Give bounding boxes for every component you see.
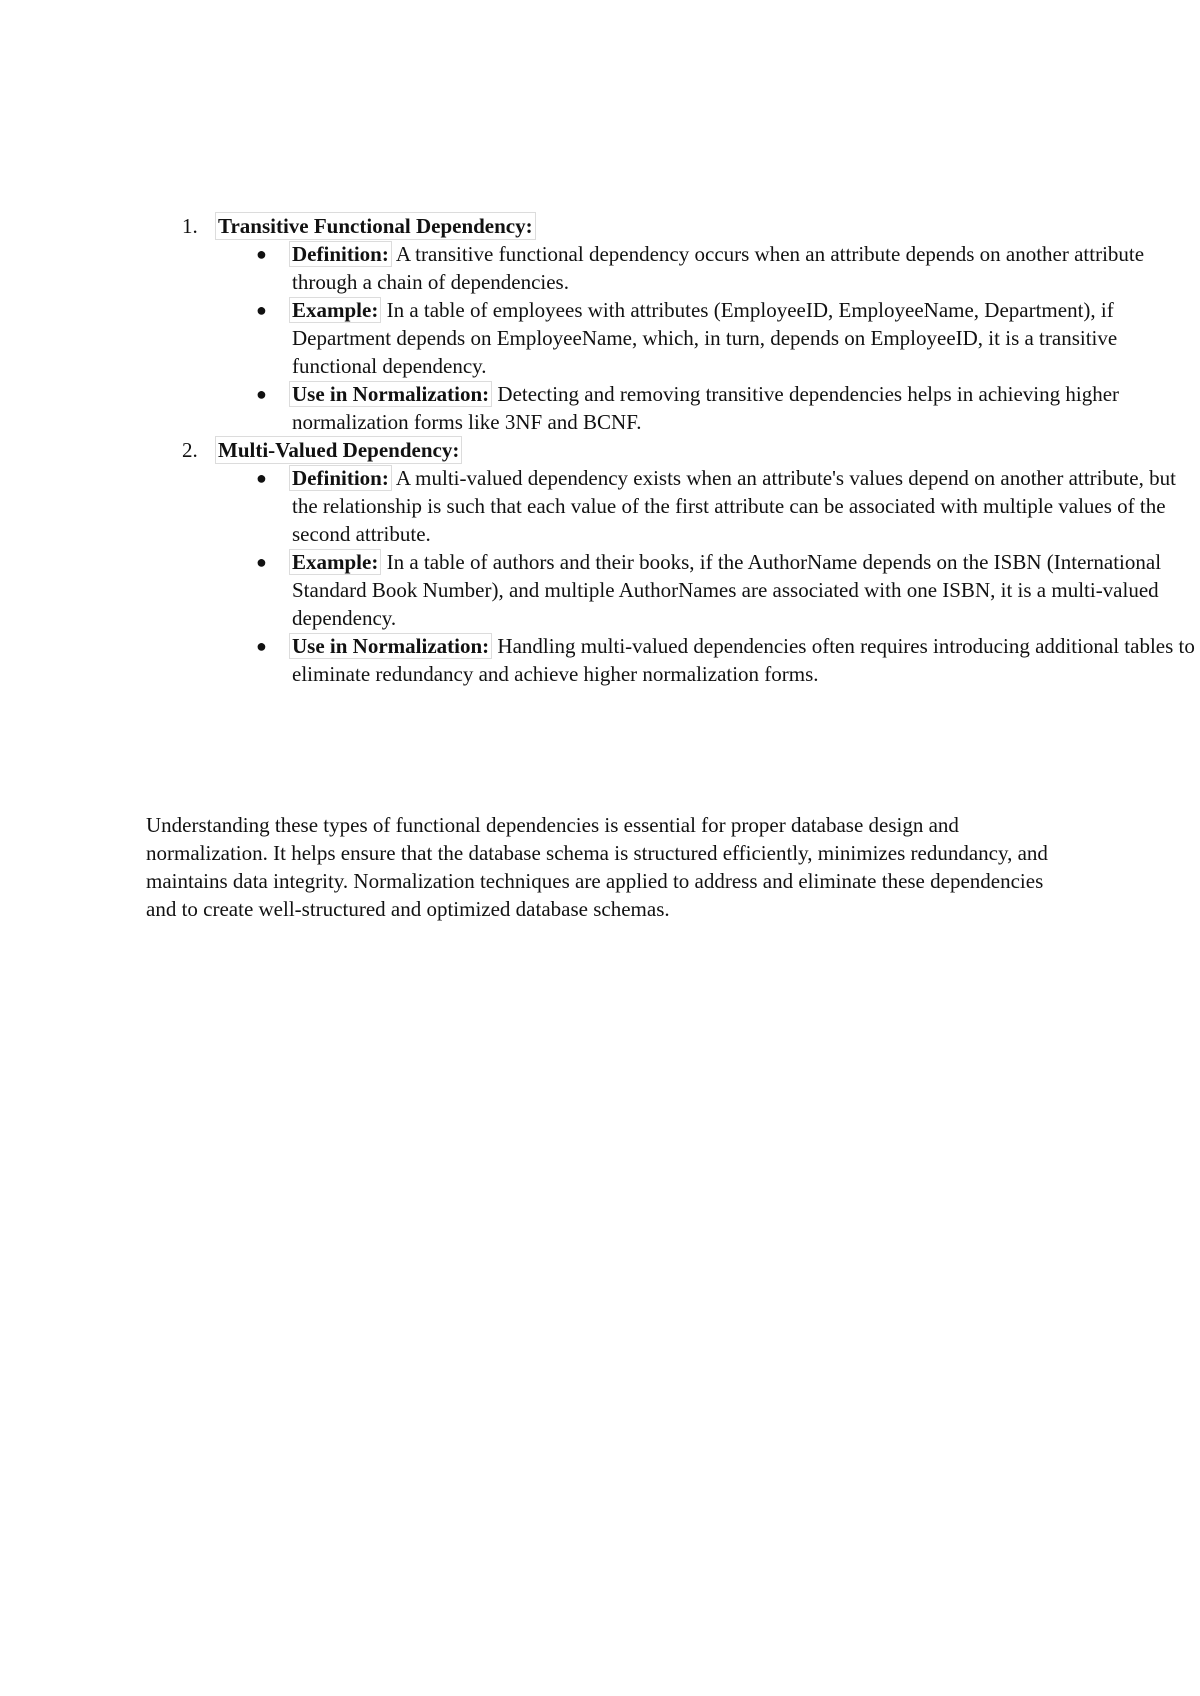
list-section-2 — [146, 436, 1195, 688]
item-text: Handling multi-valued dependencies often requires introducing additional tables to eliminate redundancy and achieve higher normalization forms. — [292, 634, 1195, 686]
list-item — [146, 632, 1200, 688]
numbered-list — [146, 212, 1195, 688]
bullet-icon: ● — [256, 552, 267, 572]
bullet-icon: ● — [256, 300, 267, 320]
section-heading-row — [146, 212, 1066, 240]
list-number: 2. — [182, 438, 198, 462]
bullet-icon: ● — [256, 244, 267, 264]
bullet-list — [146, 464, 1195, 688]
list-item — [146, 380, 1200, 436]
bullet-icon: ● — [256, 468, 267, 488]
section-heading[interactable]: Multi-Valued Dependency: — [215, 436, 462, 464]
list-item — [146, 296, 1200, 380]
item-term[interactable]: Example: — [289, 297, 381, 323]
item-term[interactable]: Definition: — [289, 241, 392, 267]
item-term[interactable]: Definition: — [289, 465, 392, 491]
bullet-icon: ● — [256, 384, 267, 404]
item-text: In a table of employees with attributes (EmployeeID, EmployeeName, Department), if Department depends on EmployeeName, which, in turn, depends on EmployeeID, it is a transitive functional dependency. — [292, 298, 1118, 378]
bullet-list — [146, 240, 1145, 436]
list-item — [146, 240, 1200, 296]
item-text: A transitive functional dependency occurs when an attribute depends on another attribute through a chain of dependencies. — [292, 242, 1145, 294]
item-term[interactable]: Use in Normalization: — [289, 381, 492, 407]
list-item — [146, 464, 1200, 548]
list-number: 1. — [182, 214, 198, 238]
section-heading[interactable]: Transitive Functional Dependency: — [215, 212, 536, 240]
list-section-1 — [146, 212, 1145, 436]
summary-paragraph: Understanding these types of functional dependencies is essential for proper database design and normalization. It helps ensure that the database schema is structured efficiently, minimizes redundancy, and maintains data integrity. Normalization techniques are applied to address and eliminate these dependencies and to create well-structured and optimized database schemas. — [146, 813, 1048, 921]
section-heading-row — [146, 436, 1066, 464]
item-term[interactable]: Use in Normalization: — [289, 633, 492, 659]
item-text: In a table of authors and their books, if the AuthorName depends on the ISBN (International Standard Book Number), and multiple AuthorNames are associated with one ISBN, it is a multi-valued dependency. — [292, 550, 1162, 630]
item-text: Detecting and removing transitive dependencies helps in achieving higher normalization forms like 3NF and BCNF. — [292, 382, 1120, 434]
item-term[interactable]: Example: — [289, 549, 381, 575]
item-text: A multi-valued dependency exists when an attribute's values depend on another attribute, but the relationship is such that each value of the first attribute can be associated with multiple values of the second attribute. — [292, 466, 1176, 546]
bullet-icon: ● — [256, 636, 267, 656]
list-item — [146, 548, 1200, 632]
